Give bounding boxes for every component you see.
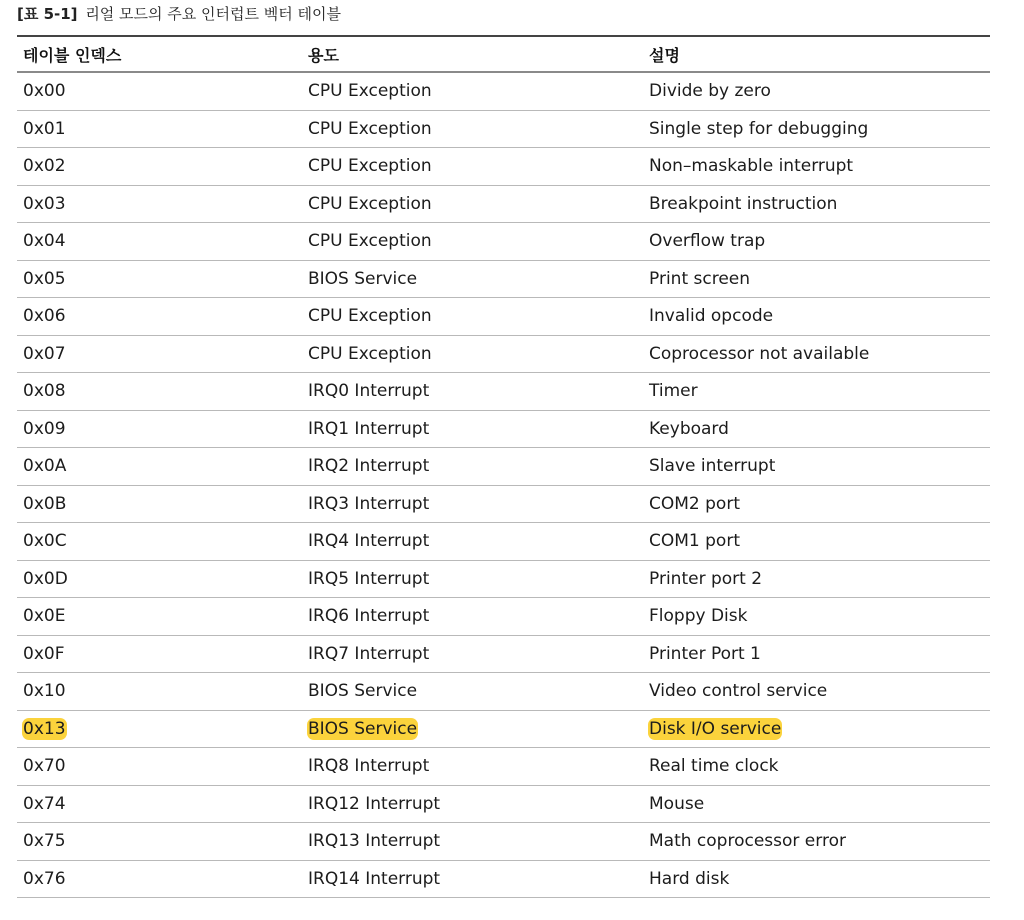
- cell-description: [649, 823, 846, 860]
- cell-index-text: 0x02: [23, 156, 66, 177]
- cell-usage-text: IRQ13 Interrupt: [308, 831, 441, 852]
- cell-usage-text: IRQ3 Interrupt: [308, 493, 430, 514]
- cell-description-text: Divide by zero: [649, 81, 771, 102]
- cell-usage: [308, 336, 432, 373]
- cell-index-text: 0x07: [23, 343, 66, 364]
- cell-index-text: 0x09: [23, 418, 66, 439]
- cell-usage-text: IRQ8 Interrupt: [308, 756, 430, 777]
- cell-index-text: 0x01: [23, 118, 66, 139]
- table-title: 리얼 모드의 주요 인터럽트 벡터 테이블: [85, 5, 341, 23]
- table-row: [17, 673, 990, 711]
- cell-description: [649, 486, 740, 523]
- cell-description: [649, 861, 729, 898]
- cell-description-text: Floppy Disk: [649, 606, 748, 627]
- cell-index-text: 0x0A: [23, 456, 67, 477]
- cell-description-text: Hard disk: [649, 868, 730, 889]
- table-row: [17, 786, 990, 824]
- cell-description-text: Video control service: [649, 681, 828, 702]
- cell-description: [649, 223, 765, 260]
- cell-usage-text: BIOS Service: [308, 718, 418, 739]
- cell-description: [649, 373, 698, 410]
- cell-index: [23, 186, 66, 223]
- cell-usage-text: IRQ7 Interrupt: [308, 643, 430, 664]
- cell-usage-text: BIOS Service: [308, 681, 418, 702]
- cell-index-text: 0x76: [23, 868, 66, 889]
- cell-usage-text: CPU Exception: [308, 231, 432, 252]
- cell-usage: [308, 373, 429, 410]
- cell-index: [23, 673, 66, 710]
- cell-description-text: Slave interrupt: [649, 456, 776, 477]
- table-body: [17, 73, 990, 898]
- cell-index-text: 0x75: [23, 831, 66, 852]
- cell-usage: [308, 786, 440, 823]
- table-row: [17, 636, 990, 674]
- cell-usage-text: CPU Exception: [308, 118, 432, 139]
- cell-index-text: 0x08: [23, 381, 66, 402]
- cell-description-text: COM1 port: [649, 531, 740, 552]
- cell-usage-text: IRQ14 Interrupt: [308, 868, 441, 889]
- cell-description: [649, 786, 704, 823]
- cell-usage: [308, 486, 429, 523]
- cell-index-text: 0x10: [23, 681, 66, 702]
- cell-usage-text: IRQ12 Interrupt: [308, 793, 441, 814]
- cell-index: [23, 486, 66, 523]
- cell-index: [23, 223, 66, 260]
- cell-index-text: 0x06: [23, 306, 66, 327]
- cell-usage-text: CPU Exception: [308, 156, 432, 177]
- cell-description-text: Timer: [649, 381, 698, 402]
- table-row: [17, 111, 990, 149]
- cell-description-text: Print screen: [649, 268, 751, 289]
- cell-description: [649, 448, 775, 485]
- cell-usage: [308, 261, 417, 298]
- cell-index: [23, 598, 65, 635]
- cell-description-text: Single step for debugging: [649, 118, 869, 139]
- cell-usage-text: BIOS Service: [308, 268, 418, 289]
- cell-description-text: Printer port 2: [649, 568, 763, 589]
- table-row: [17, 186, 990, 224]
- cell-usage: [308, 823, 440, 860]
- table-row: [17, 223, 990, 261]
- cell-usage: [308, 73, 432, 110]
- table-row: [17, 298, 990, 336]
- table-row: [17, 448, 990, 486]
- cell-description-text: Disk I/O service: [649, 718, 782, 739]
- cell-description-text: Invalid opcode: [649, 306, 774, 327]
- table-number: [표 5-1]: [17, 5, 78, 23]
- cell-index: [23, 786, 66, 823]
- cell-description: [649, 111, 868, 148]
- cell-description: [649, 598, 747, 635]
- header-index: 테이블 인덱스: [23, 45, 122, 65]
- cell-description-text: Non–maskable interrupt: [649, 156, 854, 177]
- cell-description-text: Breakpoint instruction: [649, 193, 838, 214]
- table-row: [17, 73, 990, 111]
- cell-description-text: Keyboard: [649, 418, 729, 439]
- cell-usage-text: CPU Exception: [308, 193, 432, 214]
- cell-index: [23, 823, 66, 860]
- cell-index-text: 0x0D: [23, 568, 68, 589]
- cell-usage-text: IRQ1 Interrupt: [308, 418, 430, 439]
- cell-index-text: 0x00: [23, 81, 66, 102]
- cell-index-text: 0x74: [23, 793, 66, 814]
- cell-description-text: Overflow trap: [649, 231, 766, 252]
- cell-index: [23, 411, 66, 448]
- table-row: [17, 711, 990, 749]
- cell-description-text: Real time clock: [649, 756, 779, 777]
- cell-description: [649, 298, 773, 335]
- table-row: [17, 523, 990, 561]
- cell-index-text: 0x03: [23, 193, 66, 214]
- cell-description: [649, 561, 762, 598]
- cell-usage: [308, 298, 432, 335]
- cell-usage: [308, 673, 417, 710]
- cell-index: [23, 561, 68, 598]
- cell-description: [649, 748, 779, 785]
- cell-index-text: 0x0F: [23, 643, 65, 664]
- cell-usage: [308, 111, 432, 148]
- cell-index: [23, 111, 66, 148]
- cell-usage: [308, 561, 429, 598]
- cell-usage-text: CPU Exception: [308, 81, 432, 102]
- cell-index-text: 0x0C: [23, 531, 67, 552]
- table-row: [17, 748, 990, 786]
- cell-index: [23, 448, 66, 485]
- table-row: [17, 561, 990, 599]
- cell-index: [23, 748, 66, 785]
- cell-index-text: 0x13: [23, 718, 66, 739]
- table-row: [17, 823, 990, 861]
- cell-usage: [308, 186, 432, 223]
- cell-index-text: 0x04: [23, 231, 66, 252]
- cell-description: [649, 523, 740, 560]
- cell-description-text: Coprocessor not available: [649, 343, 870, 364]
- cell-description: [649, 186, 837, 223]
- cell-index-text: 0x0E: [23, 606, 66, 627]
- cell-usage: [308, 223, 432, 260]
- cell-description: [649, 148, 853, 185]
- cell-index: [23, 861, 66, 898]
- cell-description-text: Printer Port 1: [649, 643, 761, 664]
- table-row: [17, 336, 990, 374]
- cell-index: [23, 523, 67, 560]
- cell-usage: [308, 598, 429, 635]
- cell-usage-text: IRQ6 Interrupt: [308, 606, 430, 627]
- interrupt-vector-table: [17, 35, 990, 898]
- table-row: [17, 148, 990, 186]
- table-row: [17, 598, 990, 636]
- table-header-row: [17, 35, 990, 73]
- cell-description: [649, 673, 827, 710]
- cell-index: [23, 148, 66, 185]
- header-description: 설명: [649, 45, 680, 65]
- cell-description: [649, 261, 750, 298]
- cell-usage-text: IRQ0 Interrupt: [308, 381, 430, 402]
- cell-usage-text: CPU Exception: [308, 306, 432, 327]
- cell-index: [23, 373, 66, 410]
- cell-description: [649, 711, 782, 748]
- cell-index: [23, 73, 66, 110]
- cell-description-text: Math coprocessor error: [649, 831, 846, 852]
- cell-usage-text: CPU Exception: [308, 343, 432, 364]
- header-usage: 용도: [308, 45, 339, 65]
- cell-index: [23, 711, 67, 748]
- cell-index-text: 0x05: [23, 268, 66, 289]
- cell-usage: [308, 711, 418, 748]
- cell-usage-text: IRQ2 Interrupt: [308, 456, 430, 477]
- table-row: [17, 861, 990, 899]
- cell-description-text: Mouse: [649, 793, 705, 814]
- cell-usage: [308, 523, 429, 560]
- cell-index: [23, 298, 66, 335]
- table-row: [17, 411, 990, 449]
- table-caption: [17, 3, 341, 25]
- cell-usage-text: IRQ5 Interrupt: [308, 568, 430, 589]
- cell-usage: [308, 448, 429, 485]
- cell-description: [649, 636, 761, 673]
- cell-usage-text: IRQ4 Interrupt: [308, 531, 430, 552]
- table-row: [17, 373, 990, 411]
- cell-description: [649, 73, 771, 110]
- cell-usage: [308, 748, 429, 785]
- cell-usage: [308, 636, 429, 673]
- table-row: [17, 261, 990, 299]
- cell-index: [23, 336, 66, 373]
- cell-index-text: 0x70: [23, 756, 66, 777]
- cell-description: [649, 411, 729, 448]
- cell-usage: [308, 148, 432, 185]
- cell-description: [649, 336, 869, 373]
- cell-index-text: 0x0B: [23, 493, 67, 514]
- cell-usage: [308, 411, 429, 448]
- cell-usage: [308, 861, 440, 898]
- table-row: [17, 486, 990, 524]
- cell-index: [23, 261, 66, 298]
- cell-description-text: COM2 port: [649, 493, 740, 514]
- cell-index: [23, 636, 64, 673]
